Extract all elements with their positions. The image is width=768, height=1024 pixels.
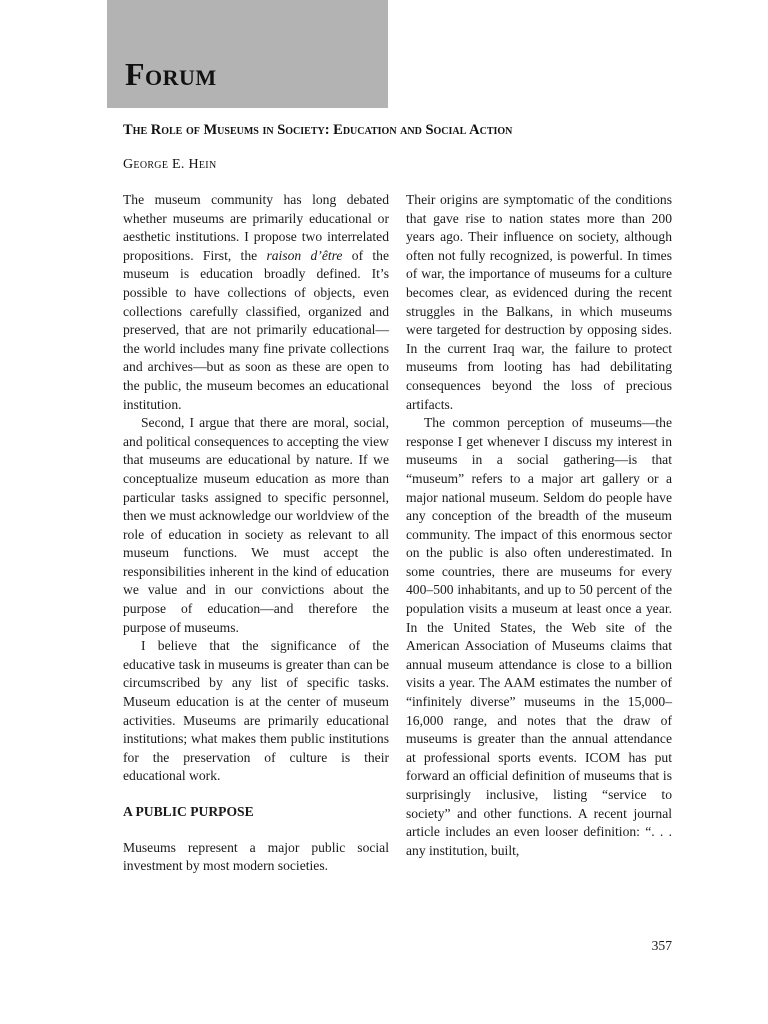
section-heading: A PUBLIC PURPOSE [123,804,254,819]
article-title: The Role of Museums in Society: Education and Social Action [123,122,513,138]
left-column [123,191,389,876]
section-header-block [107,0,388,108]
paragraph: I believe that the significance of the educative task in museums is greater than can be circumscribed by any list of specific tasks. Museum education is at the center of museum activities. Museums are primarily educational institutions; what makes them public institutions for the preservation of culture is their educational work. [123,638,389,784]
paragraph: Second, I argue that there are moral, social, and political consequences to accepting the view that museums are educational by nature. If we conceptualize museum education as more than particular tasks assigned to specific personnel, then we must acknowledge our worldview of the role of education in society as relevant to all museum functions. We must accept the responsibilities inherent in the kind of education we value and in our convictions about the purpose of education—and therefore the purpose of museums. [123,415,389,635]
paragraph [123,191,389,414]
section-label: Forum [125,56,217,92]
right-column [406,191,672,860]
italic-term: raison d’être [266,247,343,263]
page-number: 357 [651,938,672,953]
author-name: George E. Hein [123,157,217,172]
paragraph: The common perception of museums—the response I get whenever I discuss my interest in museums in a social gathering—is that “museum” refers to a major art gallery or a major national museum. Seldom do people have any conception of the breadth of the museum community. The impact of this enormous sector on the public is also often underestimated. In some countries, there are museums for every 400–500 inhabitants, and up to 50 percent of the population visits a museum at least once a year. In the United States, the Web site of the American Association of Museums claims that annual museum attendance is close to a billion visits a year. The AAM estimates the number of “infinitely diverse” museums in the 15,000–16,000 range, and notes that the draw of museums is greater than the annual attendance at professional sports events. ICOM has put forward an official definition of museums that is surprisingly inclusive, listing “service to society” and other functions. A recent journal article includes an even looser definition: “. . . any institution, built, [406,415,672,858]
paragraph: Their origins are symptomatic of the conditions that gave rise to nation states more than 200 years ago. Their influence on society, although often not fully recognized, is powerful. In times of war, the importance of museums for a culture becomes clear, as evidenced during the recent struggles in the Balkans, in which museums were targeted for destruction by opposing sides. In the current Iraq war, the failure to protect museums from looting has had debilitating consequences beyond the loss of precious artifacts. [406,192,672,412]
paragraph-text: The museum community has long debated whether museums are primarily educational or aesthetic institutions. I propose two interrelated propositions. First, the [123,192,389,263]
paragraph-text: of the museum is education broadly defined. It’s possible to have collections of objects, even collections carefully classified, organized and preserved, that are not primarily educational—the world includes many fine private collections and archives—but as soon as these are open to the public, the museum becomes an educational institution. [123,247,389,412]
paragraph: Museums represent a major public social investment by most modern societies. [123,839,389,874]
